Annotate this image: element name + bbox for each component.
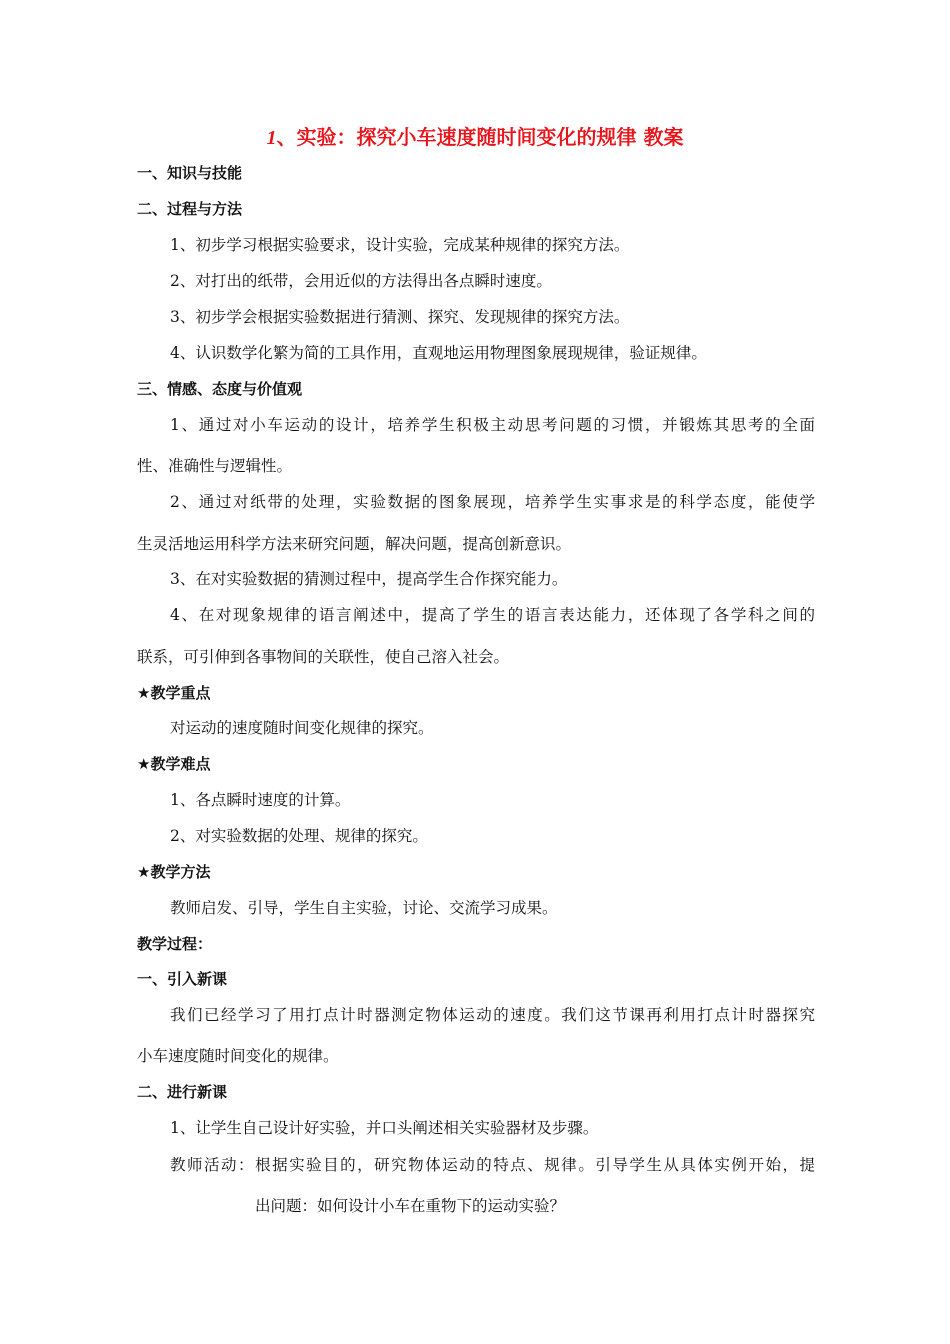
heading-key-point: ★教学重点 [137, 684, 211, 702]
process-item: 3、初步学会根据实验数据进行猜测、探究、发现规律的探究方法。 [170, 308, 630, 326]
emotion-item-line: 生灵活地运用科学方法来研究问题，解决问题，提高创新意识。 [137, 535, 572, 553]
teacher-activity-line: 教师活动：根据实验目的，研究物体运动的特点、规律。引导学生从具体实例开始，提 [170, 1156, 815, 1174]
intro-text-line: 小车速度随时间变化的规律。 [137, 1047, 339, 1065]
process-item: 2、对打出的纸带，会用近似的方法得出各点瞬时速度。 [170, 272, 552, 290]
heading-intro: 一、引入新课 [137, 970, 228, 988]
process-item: 1、初步学习根据实验要求，设计实验，完成某种规律的探究方法。 [170, 236, 630, 254]
heading-teaching-process: 教学过程： [137, 935, 213, 953]
title-number: 1 [266, 127, 277, 149]
difficulty-item: 2、对实验数据的处理、规律的探究。 [170, 827, 428, 845]
intro-text-line: 我们已经学习了用打点计时器测定物体运动的速度。我们这节课再利用打点计时器探究 [170, 1006, 815, 1024]
emotion-item-line: 2、通过对纸带的处理，实验数据的图象展现，培养学生实事求是的科学态度，能使学 [170, 493, 815, 511]
difficulty-item: 1、各点瞬时速度的计算。 [170, 791, 351, 809]
emotion-item-line: 1、通过对小车运动的设计，培养学生积极主动思考问题的习惯，并锻炼其思考的全面 [170, 416, 815, 434]
heading-process-methods: 二、过程与方法 [137, 200, 243, 218]
emotion-item-line: 4、在对现象规律的语言阐述中，提高了学生的语言表达能力，还体现了各学科之间的 [170, 606, 815, 624]
heading-new-lesson: 二、进行新课 [137, 1083, 228, 1101]
title-text: 、实验：探究小车速度随时间变化的规律 教案 [276, 125, 684, 149]
key-point-text: 对运动的速度随时间变化规律的探究。 [170, 719, 434, 737]
method-text: 教师启发、引导，学生自主实验，讨论、交流学习成果。 [170, 899, 558, 917]
emotion-item-line: 性、准确性与逻辑性。 [137, 457, 293, 475]
heading-difficulty: ★教学难点 [137, 755, 211, 773]
heading-method: ★教学方法 [137, 863, 211, 881]
process-item: 4、认识数学化繁为简的工具作用，直观地运用物理图象展现规律，验证规律。 [170, 344, 707, 362]
teacher-activity-line: 出问题：如何设计小车在重物下的运动实验？ [255, 1197, 566, 1215]
heading-knowledge-skills: 一、知识与技能 [137, 164, 243, 182]
new-lesson-item: 1、让学生自己设计好实验，并口头阐述相关实验器材及步骤。 [170, 1119, 599, 1137]
heading-emotion-values: 三、情感、态度与价值观 [137, 380, 303, 398]
document-title [0, 123, 950, 152]
emotion-item-line: 联系，可引伸到各事物间的关联性，使自己溶入社会。 [137, 648, 510, 666]
emotion-item-line: 3、在对实验数据的猜测过程中，提高学生合作探究能力。 [170, 570, 568, 588]
